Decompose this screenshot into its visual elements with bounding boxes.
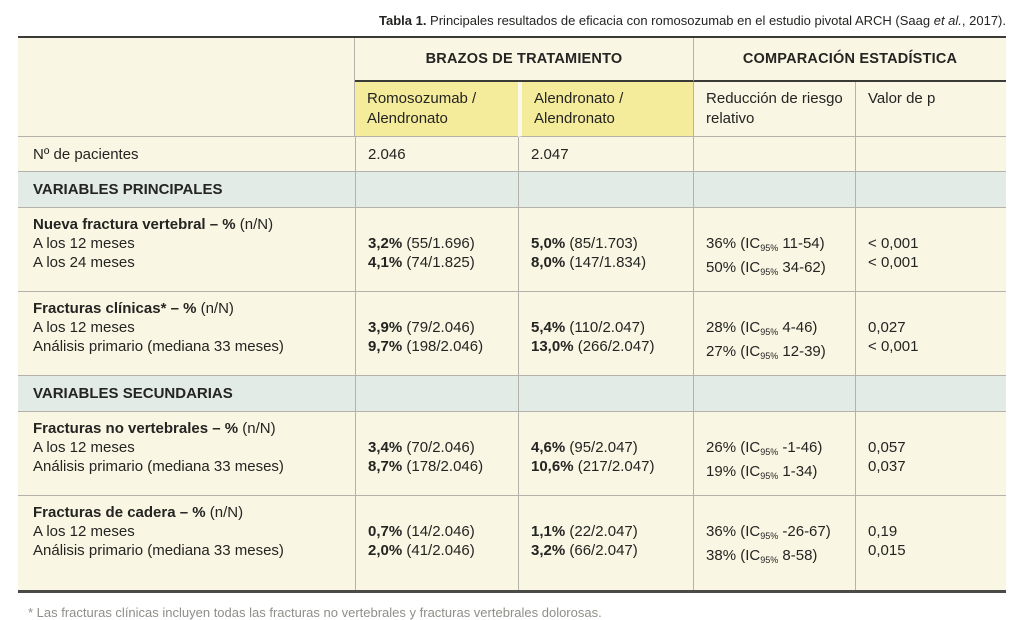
patients-label: Nº de pacientes xyxy=(18,137,355,172)
patients-rrr-empty xyxy=(693,137,855,172)
table-footnote: * Las fracturas clínicas incluyen todas las fracturas no vertebrales y fracturas vertebrales dolorosas. xyxy=(28,605,602,620)
section-title: VARIABLES SECUNDARIAS xyxy=(18,376,355,412)
subrow-label: A los 12 meses xyxy=(33,235,135,252)
section-row-principales xyxy=(18,172,1006,208)
table-row-fracturas-de-cadera xyxy=(18,496,1006,590)
table-row-fracturas-clinicas xyxy=(18,292,1006,376)
group-header-row xyxy=(18,38,1006,82)
table-row-fracturas-no-vertebrales xyxy=(18,412,1006,496)
value-cell-rrr: 26% ($IC_{95\%}$ -1-46) 19% ($IC_{95\%}$ 1-34) xyxy=(693,412,855,496)
section-title: VARIABLES PRINCIPALES xyxy=(18,172,355,208)
caption-etal: et al. xyxy=(933,13,962,28)
column-header-romosozumab: Romosozumab / Alendronato xyxy=(355,82,518,137)
variable-name: Fracturas no vertebrales – % xyxy=(33,420,239,437)
table-caption xyxy=(18,13,1006,28)
column-header-rrr: Reducción de riesgo relativo xyxy=(693,82,855,137)
variable-name: Fracturas de cadera – % xyxy=(33,504,206,521)
row-label-cell: Fracturas no vertebrales – % (n/N) A los 12 meses Análisis primario (mediana 33 meses) xyxy=(18,412,355,496)
subrow-label: Análisis primario (mediana 33 meses) xyxy=(33,542,284,559)
value-cell-pvalue: 0,057 0,037 xyxy=(855,412,1006,496)
value-cell-pvalue: < 0,001 < 0,001 xyxy=(855,208,1006,292)
variable-name: Nueva fractura vertebral – % xyxy=(33,216,236,233)
value-cell-rrr: 28% ($IC_{95\%}$ 4-46) 27% ($IC_{95\%}$ 12-39) xyxy=(693,292,855,376)
patients-p-empty xyxy=(855,137,1006,172)
value-cell-arm1: 3,9% (79/2.046) 9,7% (198/2.046) xyxy=(355,292,518,376)
value-cell-rrr: 36% ($IC_{95\%}$ 11-54) 50% ($IC_{95\%}$ 34-62) xyxy=(693,208,855,292)
patients-arm1: 2.046 xyxy=(355,137,518,172)
subrow-label: A los 12 meses xyxy=(33,439,135,456)
subrow-label: A los 24 meses xyxy=(33,254,135,271)
value-cell-rrr: 36% ($IC_{95\%}$ -26-67) 38% ($IC_{95\%}$ 8-58) xyxy=(693,496,855,590)
treatment-arms-group-header: BRAZOS DE TRATAMIENTO xyxy=(355,38,693,82)
patients-row xyxy=(18,137,1006,172)
caption-tail: , 2017). xyxy=(961,13,1006,28)
subrow-label: A los 12 meses xyxy=(33,523,135,540)
corner-cell xyxy=(18,38,355,137)
value-cell-arm1: 0,7% (14/2.046) 2,0% (41/2.046) xyxy=(355,496,518,590)
value-cell-arm1: 3,4% (70/2.046) 8,7% (178/2.046) xyxy=(355,412,518,496)
column-header-alendronato: Alendronato / Alendronato xyxy=(518,82,693,137)
variable-name: Fracturas clínicas* – % xyxy=(33,300,197,317)
caption-label: Tabla 1. xyxy=(378,13,427,28)
subrow-label: A los 12 meses xyxy=(33,319,135,336)
patients-arm2: 2.047 xyxy=(518,137,693,172)
table-row-nueva-fractura-vertebral xyxy=(18,208,1006,292)
caption-text: Principales resultados de eficacia con romosozumab en el estudio pivotal ARCH (Saag xyxy=(426,13,934,28)
value-cell-pvalue: 0,19 0,015 xyxy=(855,496,1006,590)
value-cell-arm2: 5,4% (110/2.047) 13,0% (266/2.047) xyxy=(518,292,693,376)
value-cell-pvalue: 0,027 < 0,001 xyxy=(855,292,1006,376)
value-cell-arm2: 1,1% (22/2.047) 3,2% (66/2.047) xyxy=(518,496,693,590)
row-label-cell: Fracturas de cadera – % (n/N) A los 12 meses Análisis primario (mediana 33 meses) xyxy=(18,496,355,590)
section-row-secundarias xyxy=(18,376,1006,412)
row-label-cell: Fracturas clínicas* – % (n/N) A los 12 meses Análisis primario (mediana 33 meses) xyxy=(18,292,355,376)
statistics-group-header: COMPARACIÓN ESTADÍSTICA xyxy=(693,38,1006,82)
page xyxy=(0,13,1024,620)
row-label-cell: Nueva fractura vertebral – % (n/N) A los 12 meses A los 24 meses xyxy=(18,208,355,292)
results-table xyxy=(18,36,1006,593)
value-cell-arm1: 3,2% (55/1.696) 4,1% (74/1.825) xyxy=(355,208,518,292)
subrow-label: Análisis primario (mediana 33 meses) xyxy=(33,458,284,475)
column-header-pvalue: Valor de p xyxy=(855,82,1006,137)
value-cell-arm2: 5,0% (85/1.703) 8,0% (147/1.834) xyxy=(518,208,693,292)
subrow-label: Análisis primario (mediana 33 meses) xyxy=(33,338,284,355)
value-cell-arm2: 4,6% (95/2.047) 10,6% (217/2.047) xyxy=(518,412,693,496)
